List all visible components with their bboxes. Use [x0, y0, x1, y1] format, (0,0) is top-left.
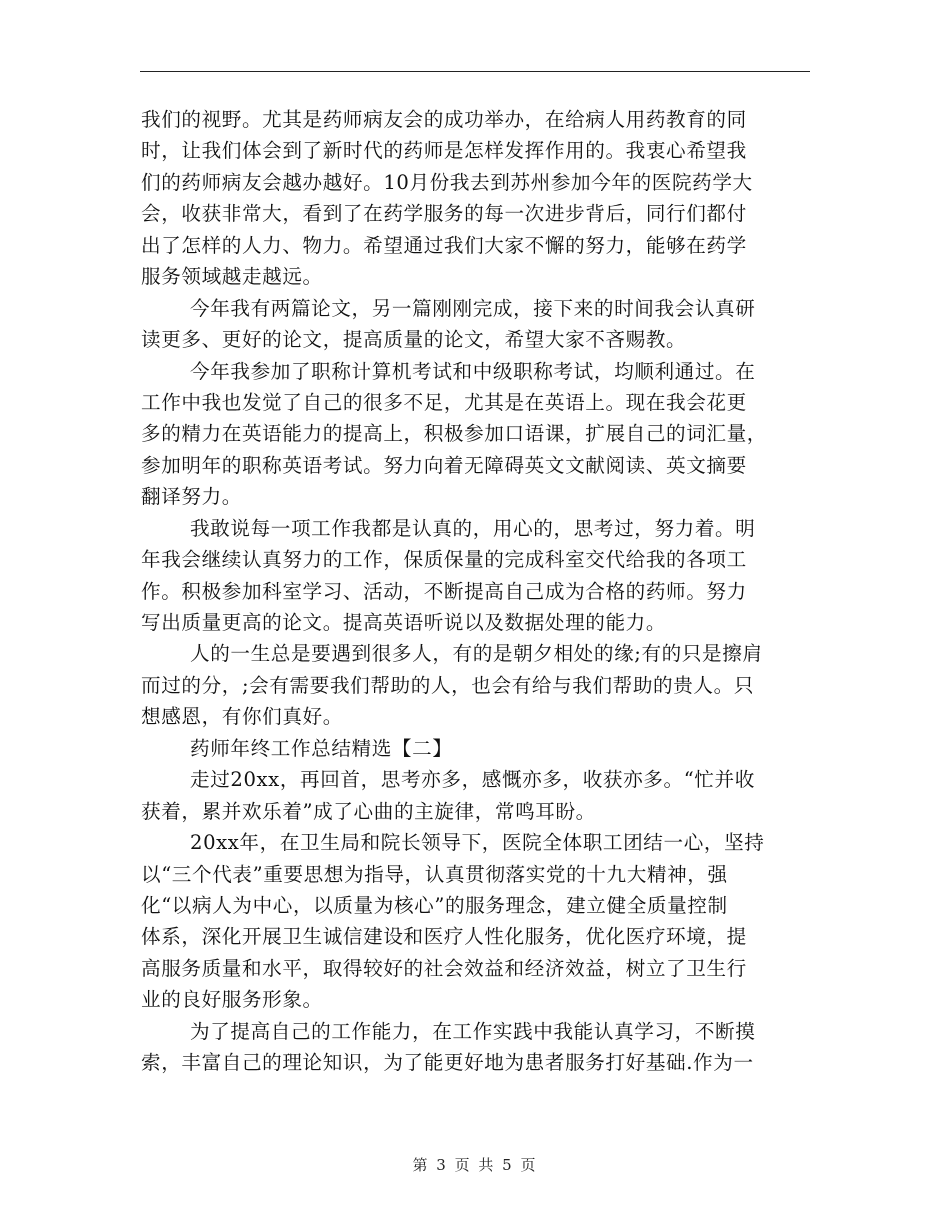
text-line: 作。积极参加科室学习、活动，不断提高自己成为合格的药师。努力: [141, 579, 747, 603]
text-line: 写出质量更高的论文。提高英语听说以及数据处理的能力。: [141, 611, 667, 634]
text-line: 以“三个代表”重要思想为指导，认真贯彻落实党的十九大精神，强: [141, 862, 728, 886]
document-body: [141, 104, 811, 1079]
text-line: 们的药师病友会越办越好。10月份我去到苏州参加今年的医院药学大: [141, 170, 753, 194]
header-rule: [140, 71, 810, 72]
text-line: 为了提高自己的工作能力，在工作实践中我能认真学习，不断摸: [190, 1019, 756, 1043]
text-line: 多的精力在英语能力的提高上，积极参加口语课，扩展自己的词汇量，: [141, 422, 768, 446]
text-line: 索，丰富自己的理论知识，为了能更好地为患者服务打好基础.作为一: [141, 1051, 754, 1075]
text-line: 获着，累并欢乐着”成了心曲的主旋律，常鸣耳盼。: [141, 799, 596, 823]
text-line: 想感恩，有你们真好。: [141, 705, 343, 729]
text-line: 而过的分，;会有需要我们帮助的人，也会有给与我们帮助的贵人。只: [141, 673, 755, 697]
text-line: 走过20xx，再回首，思考亦多，感慨亦多，收获亦多。“忙并收: [190, 768, 755, 792]
text-line: 时，让我们体会到了新时代的药师是怎样发挥作用的。我衷心希望我: [141, 139, 747, 163]
page-number-label: 第 3 页 共 5 页: [412, 1156, 538, 1174]
text-line: 化“以病人为中心，以质量为核心”的服务理念，建立健全质量控制: [141, 893, 728, 917]
text-line: 业的良好服务形象。: [141, 988, 323, 1012]
text-line: 人的一生总是要遇到很多人，有的是朝夕相处的缘;有的只是擦肩: [190, 642, 763, 666]
page-footer: [0, 1154, 950, 1175]
text-line: 参加明年的职称英语考试。努力向着无障碍英文文献阅读、英文摘要: [141, 453, 747, 477]
text-line: 20xx年，在卫生局和院长领导下，医院全体职工团结一心，坚持: [190, 831, 765, 855]
text-line: 药师年终工作总结精选【二】: [190, 736, 453, 760]
text-line: 今年我有两篇论文，另一篇刚刚完成，接下来的时间我会认真研: [190, 296, 756, 320]
text-line: 体系，深化开展卫生诚信建设和医疗人性化服务，优化医疗环境，提: [141, 925, 747, 949]
text-line: 年我会继续认真努力的工作，保质保量的完成科室交代给我的各项工: [141, 548, 747, 572]
text-line: 高服务质量和水平，取得较好的社会效益和经济效益，树立了卫生行: [141, 956, 747, 980]
text-line: 工作中我也发觉了自己的很多不足，尤其是在英语上。现在我会花更: [141, 390, 747, 414]
text-line: 会，收获非常大，看到了在药学服务的每一次进步背后，同行们都付: [141, 202, 747, 226]
text-line: 我们的视野。尤其是药师病友会的成功举办，在给病人用药教育的同: [141, 108, 747, 131]
text-line: 今年我参加了职称计算机考试和中级职称考试，均顺利通过。在: [190, 359, 756, 383]
text-line: 出了怎样的人力、物力。希望通过我们大家不懈的努力，能够在药学: [141, 233, 747, 257]
text-line: 我敢说每一项工作我都是认真的，用心的，思考过，努力着。明: [190, 516, 756, 540]
text-line: 读更多、更好的论文，提高质量的论文，希望大家不吝赐教。: [141, 328, 687, 352]
text-line: 服务领域越走越远。: [141, 265, 323, 289]
text-line: 翻译努力。: [141, 485, 242, 509]
